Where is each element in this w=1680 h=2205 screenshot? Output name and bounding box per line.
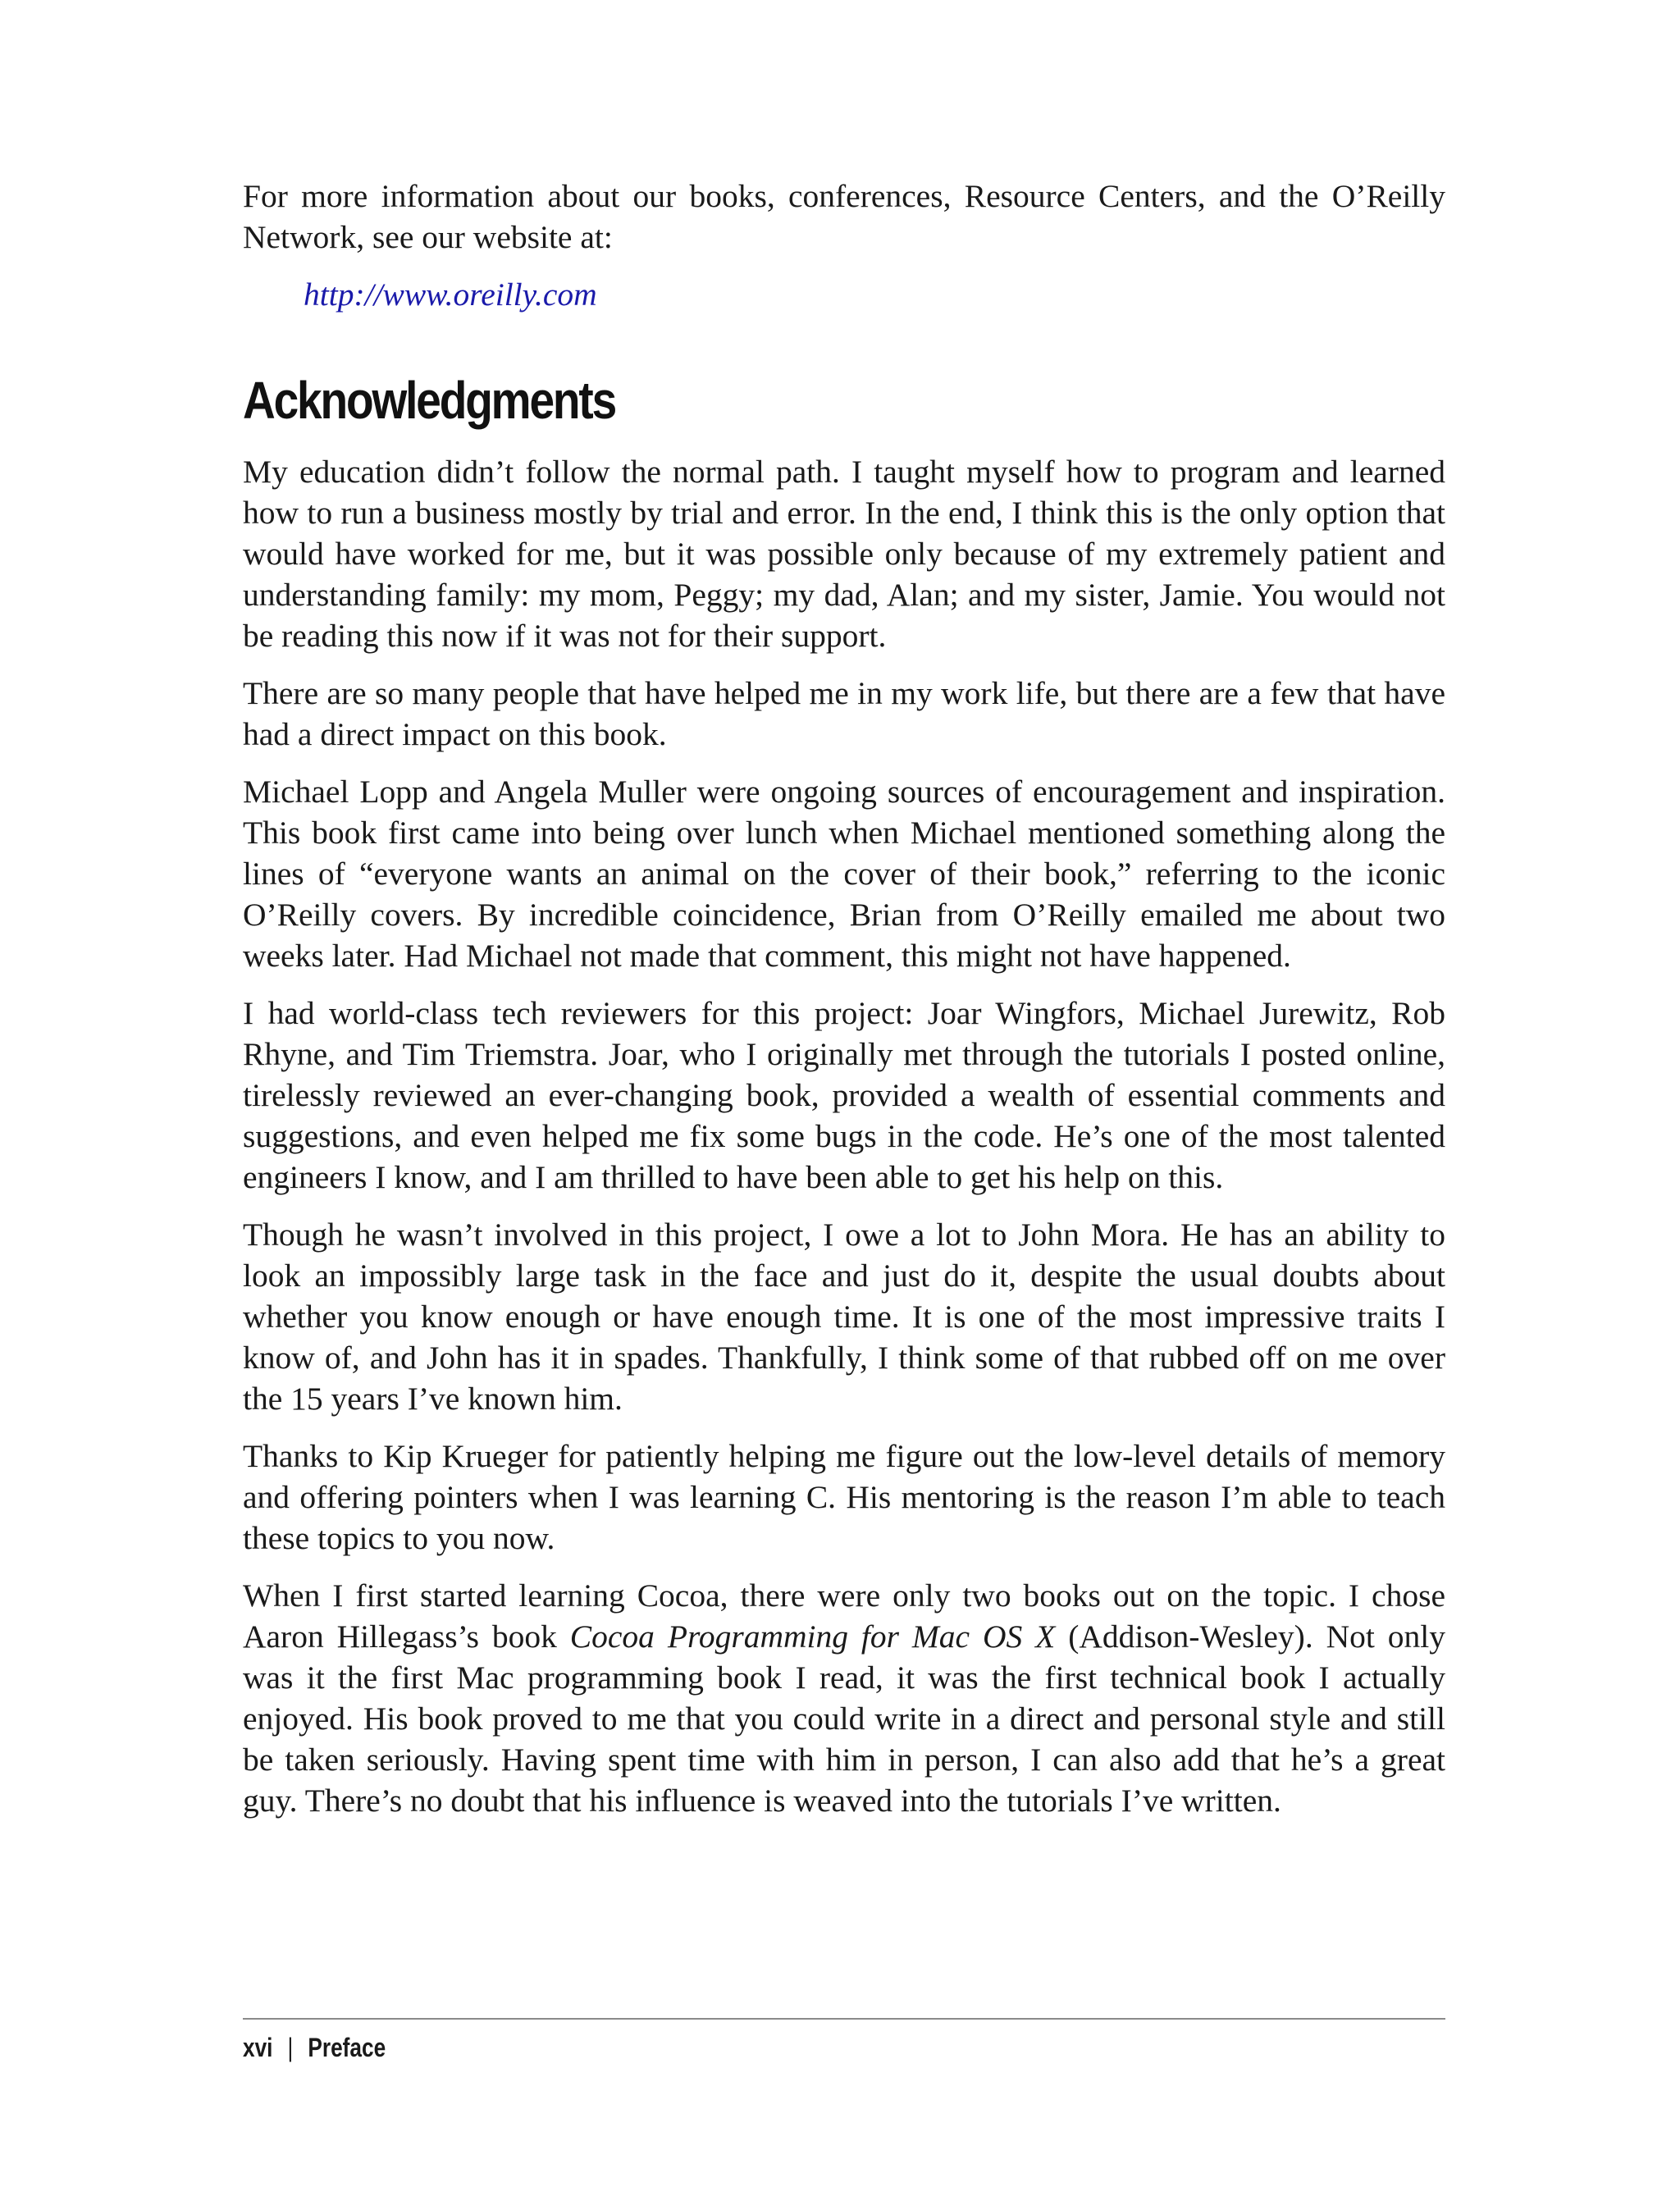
paragraph-hillegass: [243, 1575, 1445, 1821]
paragraph-tech-reviewers: I had world-class tech reviewers for this project: Joar Wingfors, Michael Jurewitz, Rob Rhyne, and Tim Triemstra. Joar, who I originally met through the tutorials I posted online, tirelessly reviewed an ever-changing book, provided a wealth of essential comments and suggestions, and even helped me fix some bugs in the code. He’s one of the most talented engineers I know, and I am thrilled to have been able to get his help on this.: [243, 995, 1445, 1195]
intro-paragraph: For more information about our books, conferences, Resource Centers, and the O’Reilly Network, see our website at:: [243, 178, 1445, 255]
footer-separator: |: [287, 2033, 294, 2062]
paragraph-john-mora: Though he wasn’t involved in this project, I owe a lot to John Mora. He has an ability to look an impossibly large task in the face and just do it, despite the usual doubts about whether you know enough or have enough time. It is one of the most impressive traits I know of, and John has it in spades. Thankfully, I think some of that rubbed off on me over the 15 years I’ve known him.: [243, 1217, 1445, 1417]
page-number: xvi: [243, 2033, 273, 2062]
paragraph-lopp-muller: Michael Lopp and Angela Muller were ongoing sources of encouragement and inspiration. This book first came into being over lunch when Michael mentioned something along the lines of “everyone wants an animal on the cover of their book,” referring to the iconic O’Reilly covers. By incredible coincidence, Brian from O’Reilly emailed me about two weeks later. Had Michael not made that comment, this might not have happened.: [243, 774, 1445, 974]
page-footer: [243, 2018, 1445, 2064]
footer-section-title: Preface: [308, 2033, 386, 2062]
paragraph-hillegass-start: When I first started learning Cocoa, there were only two books out on the topic. I chose Aaron Hillegass’s book: [243, 1577, 1445, 1655]
paragraph-kip-krueger: Thanks to Kip Krueger for patiently helping me figure out the low-level details of memory and offering pointers when I was learning C. His mentoring is the reason I’m able to teach these topics to you now.: [243, 1438, 1445, 1556]
page-content: [243, 176, 1445, 1838]
book-title: Cocoa Programming for Mac OS X: [569, 1618, 1056, 1655]
paragraph-hillegass-end: (Addison-Wesley). Not only was it the first Mac programming book I read, it was the first technical book I actually enjoyed. His book proved to me that you could write in a direct and personal style and still be taken seriously. Having spent time with him in person, I can also add that he’s a great guy. There’s no doubt that his influence is weaved into the tutorials I’ve written.: [243, 1618, 1445, 1819]
website-link[interactable]: http://www.oreilly.com: [304, 276, 597, 313]
section-heading: Acknowledgments: [243, 371, 616, 430]
website-url-line: [304, 274, 1445, 315]
footer-line: [243, 2031, 1229, 2064]
footer-rule: [243, 2018, 1445, 2020]
paragraph-family: My education didn’t follow the normal path. I taught myself how to program and learned how to run a business mostly by trial and error. In the end, I think this is the only option that would have worked for me, but it was possible only because of my extremely patient and understanding family: my mom, Peggy; my dad, Alan; and my sister, Jamie. You would not be reading this now if it was not for their support.: [243, 454, 1445, 654]
paragraph-helpers: There are so many people that have helped me in my work life, but there are a few that have had a direct impact on this book.: [243, 675, 1445, 752]
